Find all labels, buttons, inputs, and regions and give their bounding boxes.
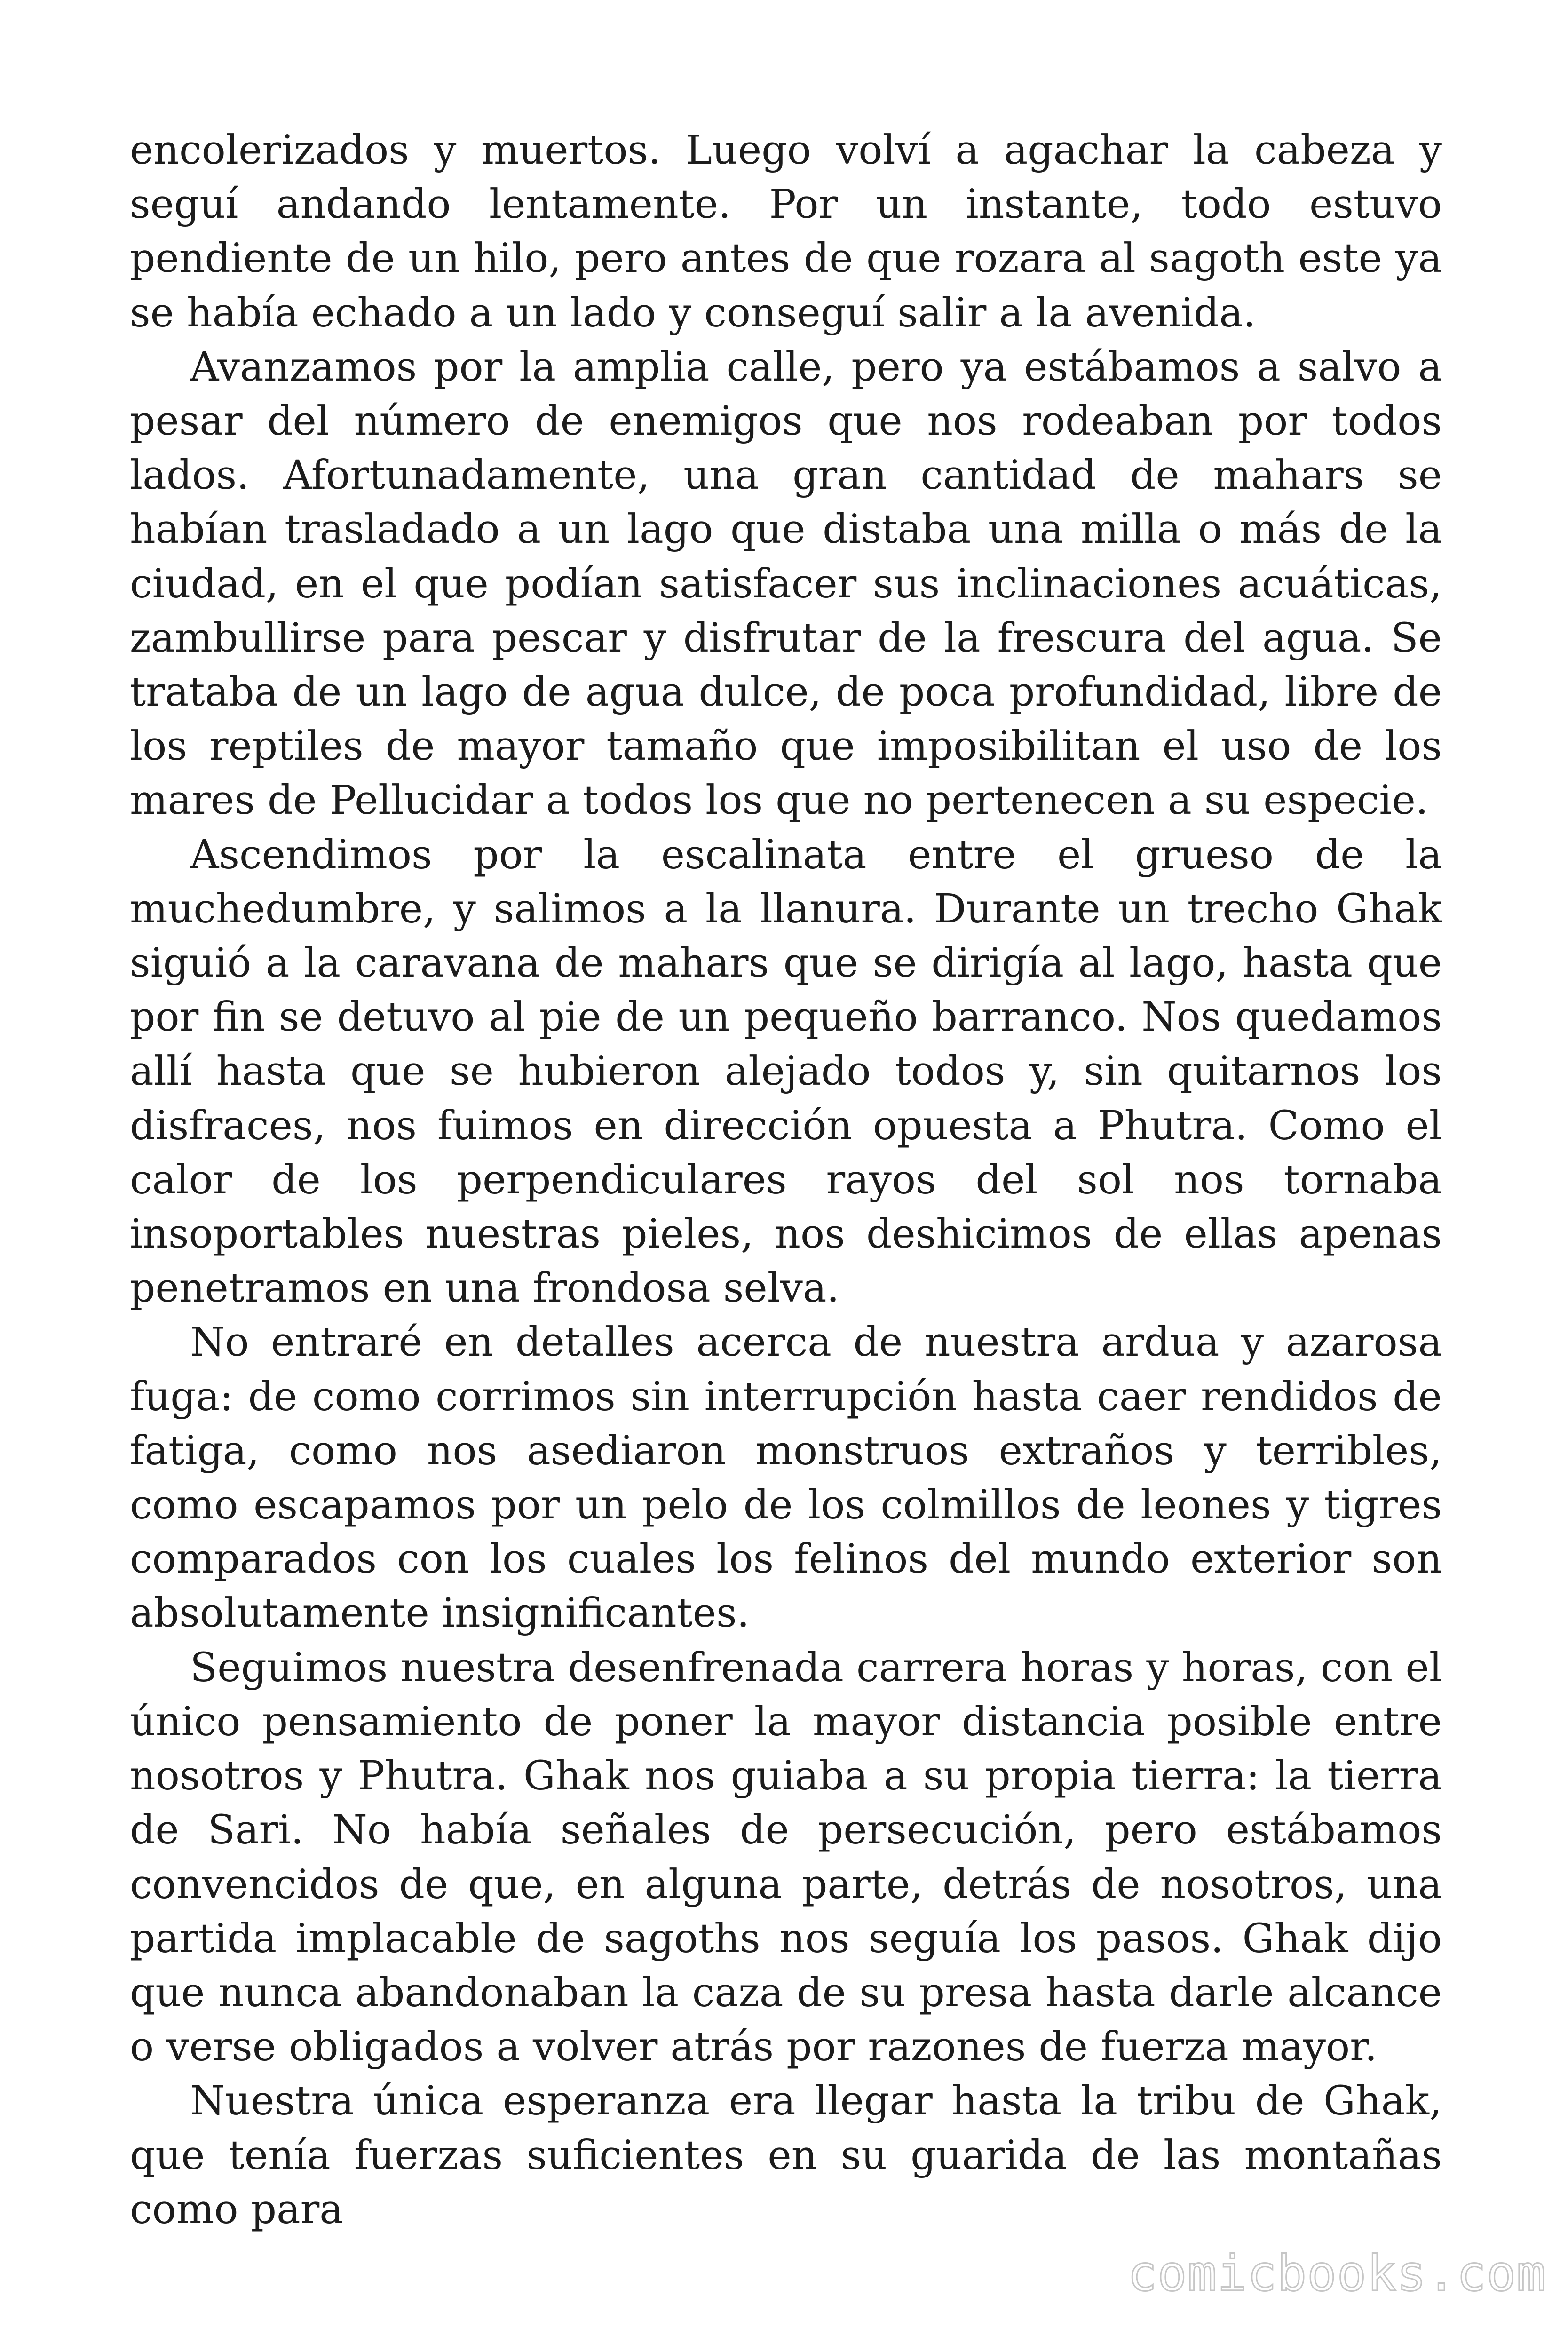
paragraph: No entraré en detalles acerca de nuestra ardua y azarosa fuga: de como corrimos sin interrupción hasta caer rendidos de fatiga, como nos asediaron monstruos extraños y terribles, como escapamos por un pelo de los colmillos de leones y tigres comparados con los cuales los felinos del mundo exterior son absolutamente insignificantes.	[130, 1319, 1442, 1637]
paragraph-continued: encolerizados y muertos. Luego volví a agachar la cabeza y seguí andando lentamente. Por un instante, todo estuvo pendiente de un hilo, pero antes de que rozara al sagoth este ya se había echado a un lado y conseguí salir a la avenida.	[130, 127, 1442, 336]
paragraph: Nuestra única esperanza era llegar hasta la tribu de Ghak, que tenía fuerzas suficientes en su guarida de las montañas como para	[130, 2078, 1442, 2233]
paragraph: Ascendimos por la escalinata entre el grueso de la muchedumbre, y salimos a la llanura. Durante un trecho Ghak siguió a la caravana de mahars que se dirigía al lago, hasta que por fin se detuvo al pie de un pequeño barranco. Nos quedamos allí hasta que se hubieron alejado todos y, sin quitarnos los disfraces, nos fuimos en dirección opuesta a Phutra. Como el calor de los perpendiculares rayos del sol nos tornaba insoportables nuestras pieles, nos deshicimos de ellas apenas penetramos en una frondosa selva.	[130, 831, 1442, 1312]
paragraph: Avanzamos por la amplia calle, pero ya estábamos a salvo a pesar del número de enemigos que nos rodeaban por todos lados. Afortunadamente, una gran cantidad de mahars se habían trasladado a un lago que distaba una milla o más de la ciudad, en el que podían satisfacer sus inclinaciones acuáticas, zambullirse para pescar y disfrutar de la frescura del agua. Se trataba de un lago de agua dulce, de poca profundidad, libre de los reptiles de mayor tamaño que imposibilitan el uso de los mares de Pellucidar a todos los que no pertenecen a su especie.	[130, 343, 1442, 824]
watermark-text: comicbooks.com	[1127, 2245, 1546, 2302]
page-body-text	[130, 123, 1442, 2237]
paragraph: Seguimos nuestra desenfrenada carrera horas y horas, con el único pensamiento de poner la mayor distancia posible entre nosotros y Phutra. Ghak nos guiaba a su propia tierra: la tierra de Sari. No había señales de persecución, pero estábamos convencidos de que, en alguna parte, detrás de nosotros, una partida implacable de sagoths nos seguía los pasos. Ghak dijo que nunca abandonaban la caza de su presa hasta darle alcance o verse obligados a volver atrás por razones de fuerza mayor.	[130, 1644, 1442, 2071]
